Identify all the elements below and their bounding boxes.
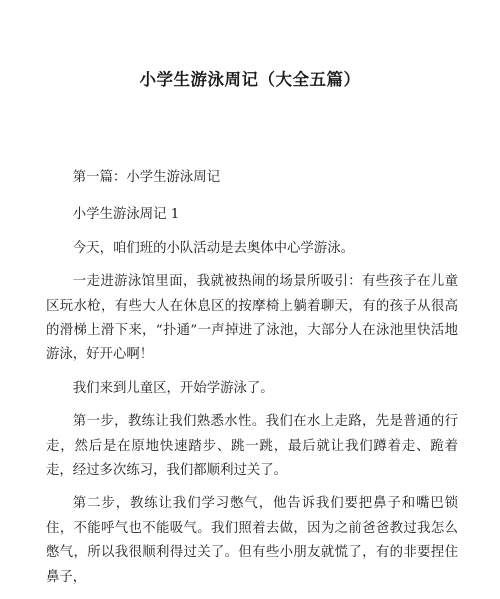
document-body [46, 166, 458, 599]
document-title: 小学生游泳周记（大全五篇） [139, 70, 361, 89]
section-heading: 第一篇：小学生游泳周记 [72, 170, 221, 185]
paragraph: 一走进游泳馆里面，我就被热闹的场景所吸引：有些孩子在儿童区玩水枪，有些大人在休息区的按摩椅上躺着聊天，有的孩子从很高的滑梯上滑下来，“扑通”一声掉进了泳池，大部分人在泳池里快活地游泳，好开心啊！ [46, 274, 458, 363]
paragraph: 第一步，教练让我们熟悉水性。我们在水上走路，先是普通的行走，然后是在原地快速踏步、跳一跳，最后就让我们蹲着走、跪着走，经过多次练习，我们都顺利过关了。 [46, 414, 458, 479]
paragraph: 今天，咱们班的小队活动是去奥体中心学游泳。 [72, 240, 354, 256]
paragraph: 我们来到儿童区，开始学游泳了。 [72, 380, 274, 396]
subsection-heading: 小学生游泳周记 1 [72, 207, 180, 223]
paragraph: 第二步，教练让我们学习憋气，他告诉我们要把鼻子和嘴巴锁住，不能呼气也不能吸气。我们照着去做，因为之前爸爸教过我怎么憋气，所以我很顺利得过关了。但有些小朋友就慌了，有的非要捏住鼻子， [46, 496, 458, 585]
